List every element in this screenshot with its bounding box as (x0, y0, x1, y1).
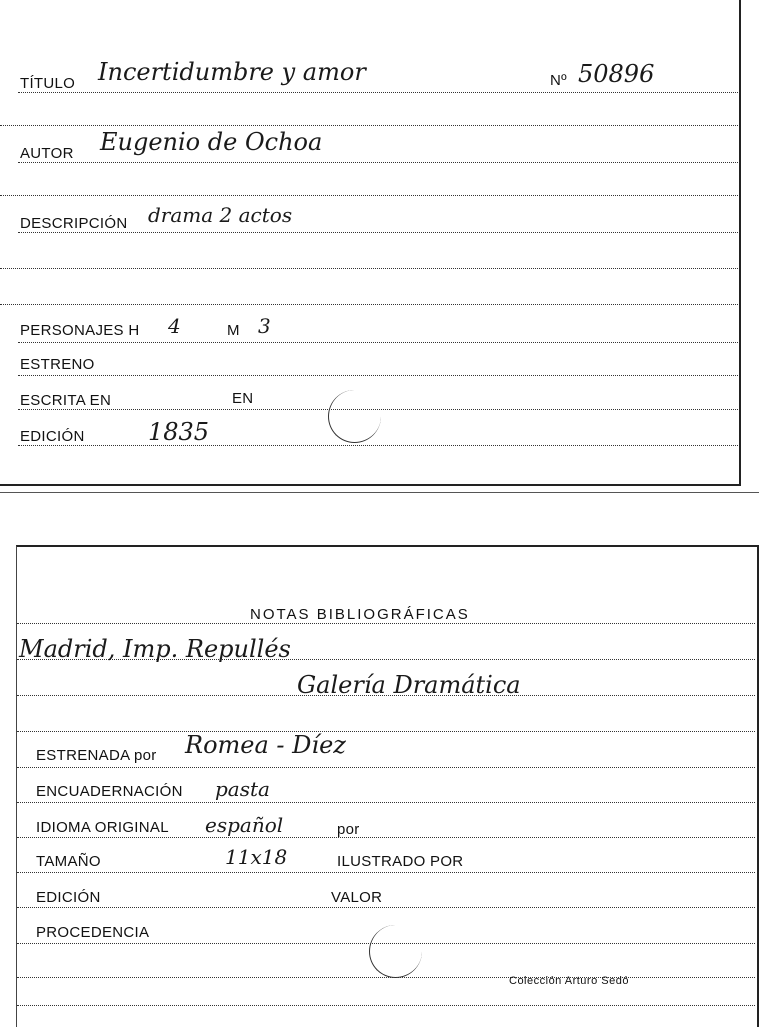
personajes-label: PERSONAJES H (20, 322, 140, 339)
idioma-value: español (205, 813, 284, 837)
catalog-card-bottom (16, 545, 759, 1027)
notes-line-1: Madrid, Imp. Repullés (19, 635, 291, 663)
numero-value: 50896 (578, 60, 655, 88)
procedencia-label: PROCEDENCIA (36, 924, 150, 941)
idioma-por-label: por (337, 821, 360, 838)
edicion-bottom-label: EDICIÓN (36, 889, 101, 906)
personajes-m-value: 3 (258, 314, 271, 338)
rule-line (18, 375, 738, 376)
encuadernacion-label: ENCUADERNACIÓN (36, 783, 183, 800)
notas-heading: NOTAS BIBLIOGRÁFICAS (250, 606, 470, 623)
rule-line (0, 125, 738, 126)
rule-line (18, 232, 738, 233)
autor-label: AUTOR (20, 145, 74, 162)
rule-line (0, 195, 738, 196)
rule-line (17, 623, 755, 624)
rule-line (18, 445, 738, 446)
rule-line (0, 304, 738, 305)
punch-hole (328, 390, 381, 443)
rule-line (0, 268, 738, 269)
rule-line (17, 731, 755, 732)
rule-line (18, 92, 738, 93)
coleccion-credit: Colección Arturo Sedó (509, 975, 629, 987)
personajes-m-label: M (227, 322, 240, 339)
card-separator (0, 492, 759, 493)
numero-label: Nº (550, 72, 567, 89)
encuadernacion-value: pasta (215, 777, 270, 801)
edicion-label: EDICIÓN (20, 428, 85, 445)
idioma-label: IDIOMA ORIGINAL (36, 819, 169, 836)
autor-value: Eugenio de Ochoa (100, 128, 323, 156)
estreno-label: ESTRENO (20, 356, 95, 373)
titulo-value: Incertidumbre y amor (98, 58, 366, 86)
descripcion-label: DESCRIPCIÓN (20, 215, 128, 232)
rule-line (17, 872, 755, 873)
rule-line (18, 162, 738, 163)
rule-line (17, 907, 755, 908)
estrenada-value: Romea - Díez (185, 731, 346, 759)
rule-line (17, 1005, 755, 1006)
ilustrado-label: ILUSTRADO POR (337, 853, 464, 870)
rule-line (17, 767, 755, 768)
descripcion-value: drama 2 actos (148, 203, 293, 227)
catalog-card-top (0, 0, 741, 486)
escrita-en-label: EN (232, 390, 254, 407)
rule-line (17, 837, 755, 838)
punch-hole (369, 925, 422, 978)
notes-line-2: Galería Dramática (297, 671, 521, 699)
escrita-label: ESCRITA EN (20, 392, 112, 409)
tamano-value: 11x18 (225, 845, 288, 869)
personajes-h-value: 4 (168, 314, 181, 338)
rule-line (17, 802, 755, 803)
rule-line (18, 342, 738, 343)
edicion-value: 1835 (148, 418, 210, 446)
valor-label: VALOR (331, 889, 383, 906)
titulo-label: TÍTULO (20, 75, 76, 92)
estrenada-label: ESTRENADA por (36, 747, 157, 764)
tamano-label: TAMAÑO (36, 853, 101, 870)
rule-line (17, 977, 755, 978)
